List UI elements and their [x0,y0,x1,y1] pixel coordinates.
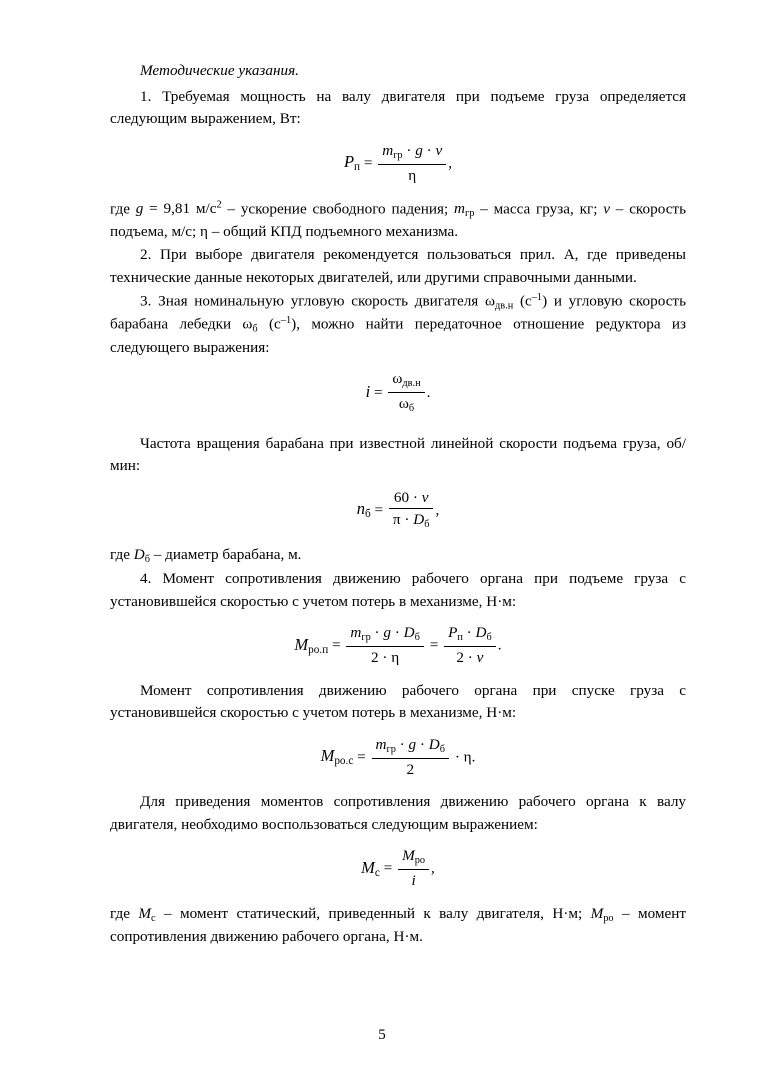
symbol-D: D [413,510,425,528]
where-label-1: где [110,199,130,217]
dot-1: · [406,141,412,159]
formula-gear-ratio [110,370,686,417]
period-3: . [471,748,476,766]
fraction-gear-ratio [388,369,424,416]
symbol-g: g [415,141,423,159]
comma-1: , [448,154,453,172]
symbol-M-sub-c: с [374,866,380,879]
symbol-m: m [382,141,394,159]
symbol-M-4: M [402,847,415,865]
formula-moment-lower [110,736,686,780]
paragraph-8: Момент сопротивления движению рабочего органа при спуске груза с установившейся скоростью с учетом потерь в механизме, Н·м: [110,681,686,722]
omega-den: ω [398,395,409,413]
symbol-pi: π [392,510,401,528]
symbol-n: n [356,498,365,518]
g-value: = 9,81 м/с [149,199,217,217]
symbol-m-sub-3: гр [361,632,371,644]
dot-5: · [374,624,380,642]
symbol-D-3: D [403,624,415,642]
symbol-P-sub: п [354,161,361,174]
symbol-eta-2: η [391,649,400,667]
fraction-drum-speed [389,488,434,532]
symbol-M-5: M [138,904,152,922]
symbol-m-sub: гр [393,149,403,161]
paragraph-3: 2. При выборе двигателя рекомендуется пользоваться прил. А, где приведены технические данные некоторых двигателей, или другими справочными данными. [110,246,686,286]
symbol-m-4: m [375,735,387,753]
paragraph-2-where [110,198,686,244]
symbol-g-4: g [408,735,417,753]
symbol-m-3: m [350,624,362,642]
fraction-power [378,141,446,185]
dot-9: · [467,649,473,667]
omega-dv-sub: дв.н [494,300,514,312]
symbol-D-sub-4: б [486,632,492,644]
symbol-M-sub-c-2: с [151,912,156,924]
equals-sign-5: = [429,636,439,654]
symbol-m-sub-4: гр [386,743,396,755]
dot-4: · [404,510,410,528]
paragraph-7: 4. Момент сопротивления движению рабочего органа при подъеме груза с установившейся скоростью с учетом потерь в механизме, Н·м: [110,570,686,610]
omega-b-sub: б [252,323,258,335]
p4-part-b: (с [519,292,532,310]
omega-num-sub: дв.н [402,378,421,390]
symbol-D-2: D [133,546,145,564]
paragraph-9: Для приведения моментов сопротивления движению рабочего органа к валу двигателя, необходимо воспользоваться следующим выражением: [110,793,686,833]
fraction-static-moment [398,846,429,890]
formula-drum-speed [110,489,686,533]
formula-static-moment [110,847,686,891]
symbol-M-sub-ro: ро [414,855,426,867]
symbol-M-sub-rop: ро.п [308,643,329,656]
symbol-m-sub-2: гр [465,207,475,219]
sup-minus1-a: –1 [531,291,543,303]
paragraph-5: Частота вращения барабана при известной линейной скорости подъема груза, об/мин: [110,434,686,475]
equals-sign-7: = [383,859,393,877]
symbol-eta-3: η [463,748,472,766]
fraction-moment-lift-1 [346,623,424,667]
paragraph-6-where [110,544,686,567]
equals-sign-2: = [373,384,383,402]
where-label-3: где [110,904,130,922]
symbol-i-2: i [411,872,416,890]
symbol-v-4: v [476,649,484,667]
unit-square: 2 [216,199,222,211]
comma-2: , [435,500,440,518]
symbol-M-1: M [294,634,309,654]
period-2: . [497,636,502,654]
page-number: 5 [378,1027,386,1043]
symbol-M-3: M [361,857,375,877]
symbol-v-3: v [421,488,429,506]
symbol-v: v [435,141,443,159]
p4-part-c: ) и угловую скорость барабана лебедки ω [110,292,686,333]
dot-8: · [466,624,472,642]
symbol-D-sub-2: б [144,554,150,566]
fraction-moment-lift-2 [444,623,496,667]
paragraph-4 [110,290,686,359]
symbol-D-sub-5: б [439,743,446,755]
v-desc: – скорость подъема, м/с; η – общий КПД подъемного механизма. [110,199,686,240]
num-2-b: 2 [456,649,464,667]
D-desc: – диаметр барабана, м. [153,546,302,564]
m-desc: – масса груза, кг; [480,199,598,217]
symbol-v-2: v [603,199,610,217]
dot-3: · [412,488,418,506]
num-60: 60 [393,488,410,506]
section-heading: Методические указания. [140,62,299,79]
symbol-D-sub-3: б [414,632,420,644]
Mc-desc: – момент статический, приведенный к валу двигателя, Н·м; [164,904,583,922]
symbol-g-3: g [383,624,391,642]
g-desc: – ускорение свободного падения; [227,199,449,217]
equals-sign-6: = [357,748,366,766]
sup-minus1-b: –1 [280,315,292,327]
symbol-i: i [365,382,371,402]
symbol-M-sub-roc: ро.с [334,755,354,768]
equals-sign-4: = [332,636,341,654]
dot-2: · [426,141,432,159]
dot-6: · [394,624,400,642]
dot-10: · [399,735,405,753]
symbol-D-5: D [428,735,440,753]
fraction-moment-lower [372,735,450,779]
formula-power [110,142,686,186]
num-2-c: 2 [406,760,415,778]
comma-3: , [431,859,435,877]
symbol-M-6: M [590,904,604,922]
symbol-M-sub-ro-2: ро [603,912,614,924]
dot-12: · [454,748,460,766]
symbol-P-sub-2: п [457,632,463,644]
symbol-D-sub: б [424,518,430,530]
dot-7: · [382,649,388,667]
equals-sign-3: = [374,500,384,518]
formula-moment-lift [110,624,686,668]
symbol-eta: η [408,166,417,184]
equals-sign: = [363,154,373,172]
paragraph-1: 1. Требуемая мощность на валу двигателя при подъеме груза определяется следующим выражением, Вт: [110,88,686,128]
symbol-P: P [343,152,355,172]
p4-part-e: ), можно найти передаточное отношение редуктора из следующего выражения: [110,315,687,356]
symbol-n-sub: б [365,508,371,521]
period-1: . [426,384,431,402]
omega-den-sub: б [408,403,415,415]
symbol-P-2: P [448,624,458,642]
Mro-desc: – момент сопротивления движению рабочего органа, Н·м. [110,904,687,946]
dot-11: · [419,735,425,753]
p4-part-a: 3. Зная номинальную угловую скорость двигателя ω [140,292,495,310]
omega-num: ω [392,370,403,388]
symbol-m-2: m [454,199,466,217]
where-label-2: где [110,546,130,564]
num-2-a: 2 [371,649,379,667]
paragraph-10-where [110,903,686,948]
symbol-M-2: M [320,746,335,766]
symbol-g-2: g [135,199,144,217]
p4-part-d: (с [269,315,281,333]
symbol-D-4: D [475,624,487,642]
